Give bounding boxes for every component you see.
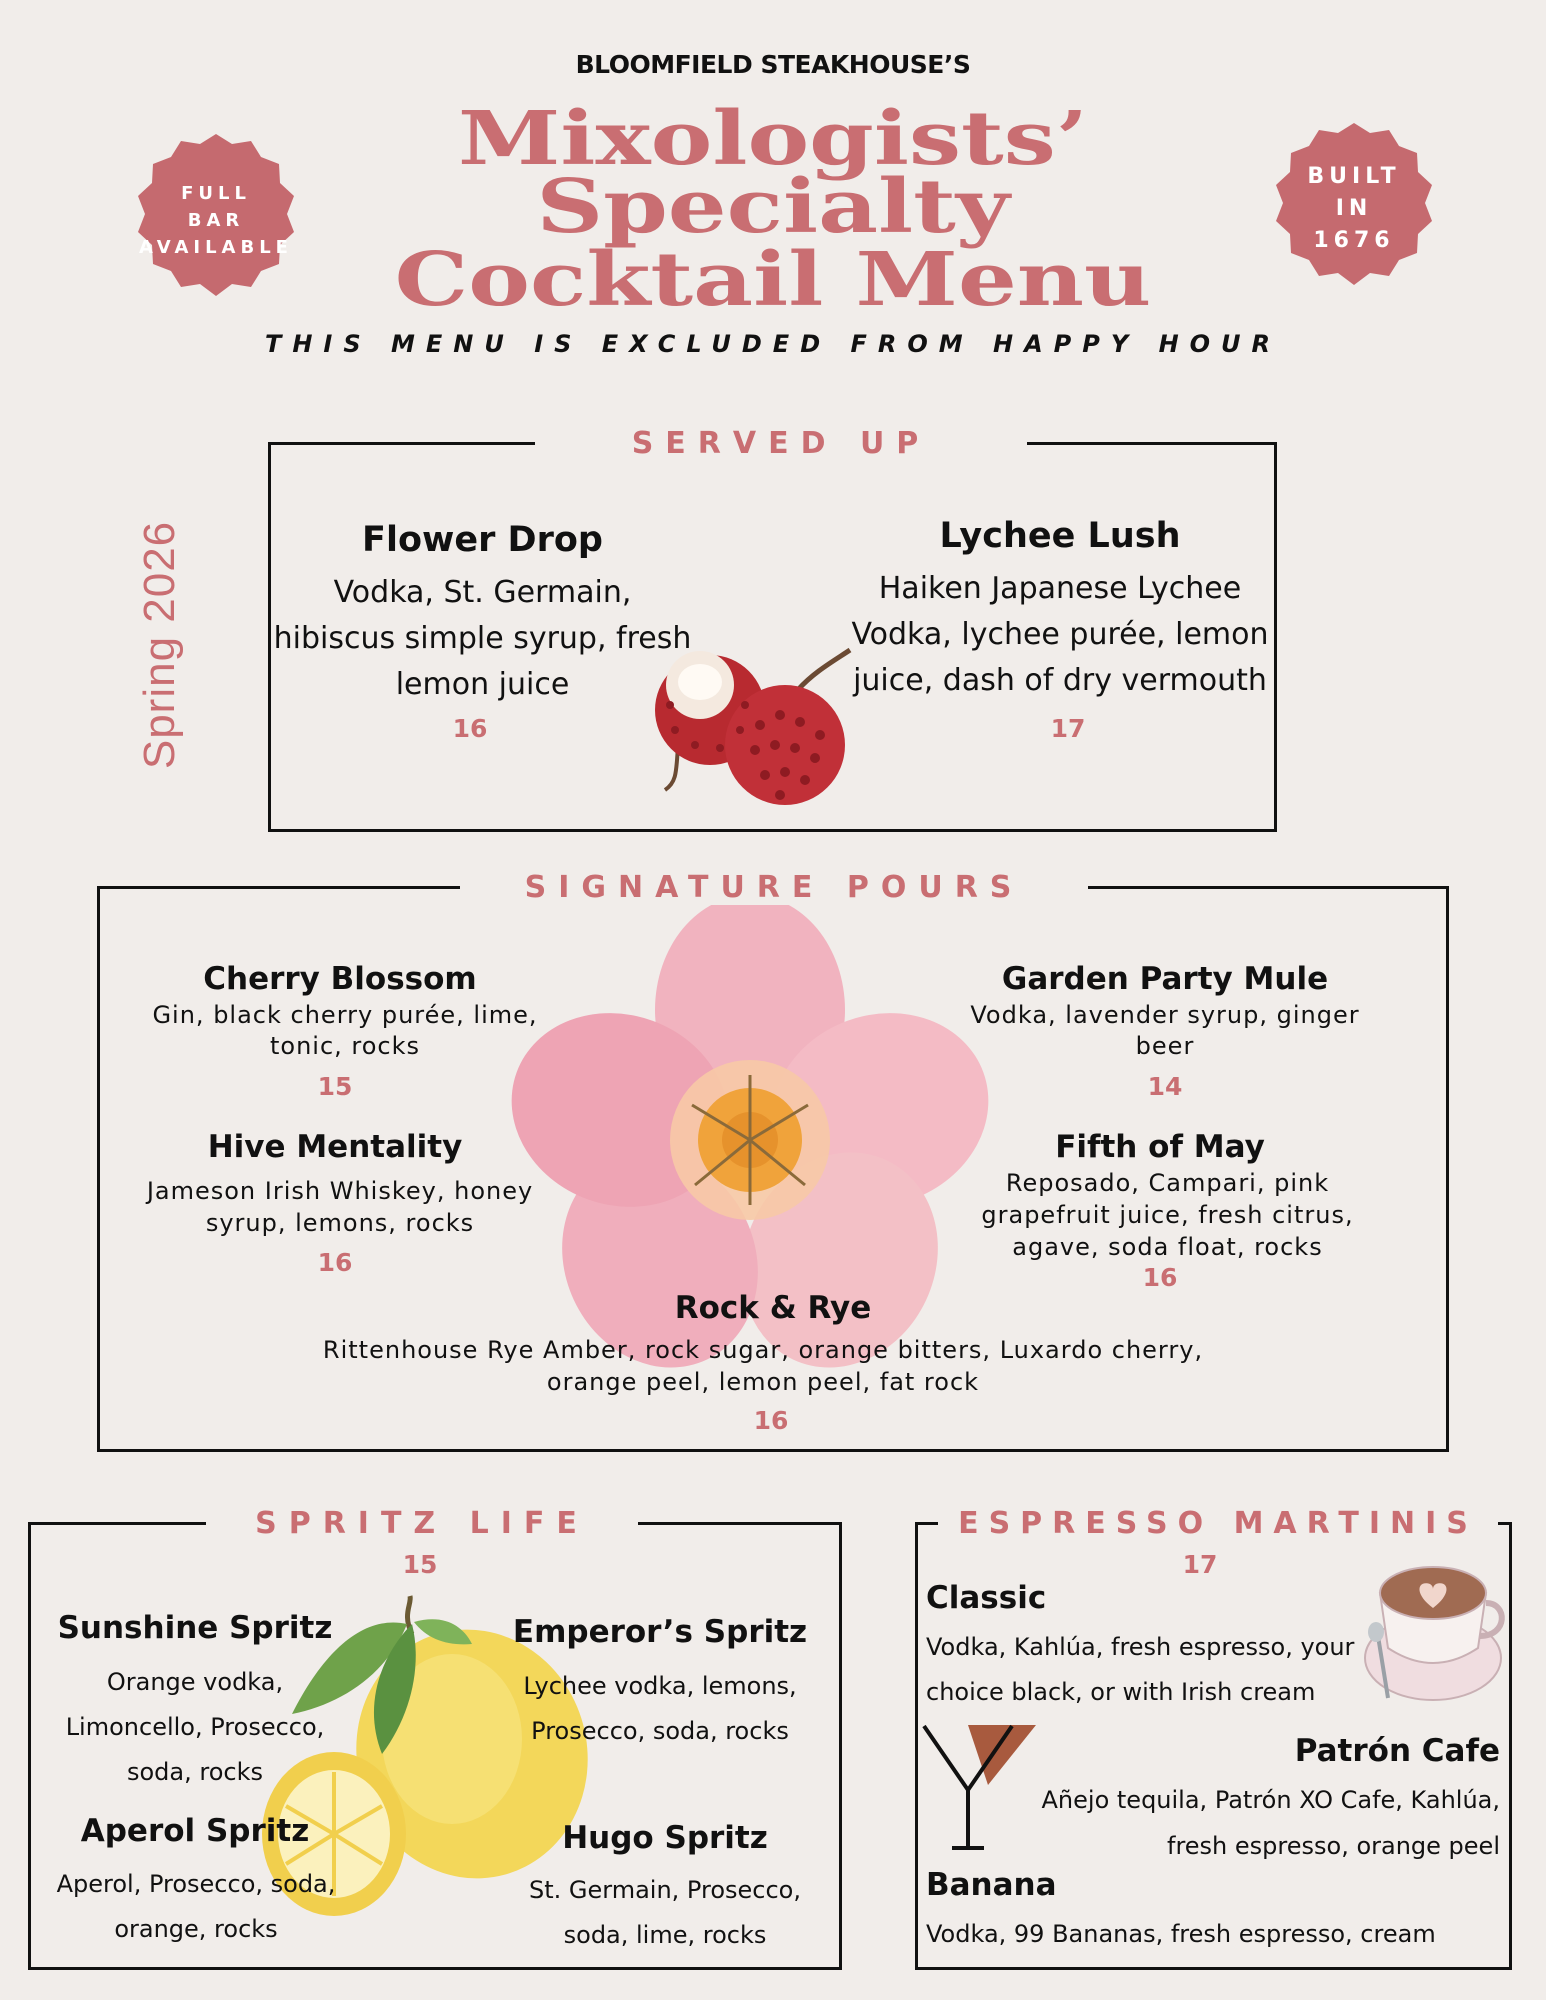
drink-price-flower-drop: 16	[452, 714, 488, 743]
espresso-martinis-price: 17	[1182, 1550, 1218, 1579]
drink-desc-classic-line-2: choice black, or with Irish cream	[926, 1678, 1316, 1706]
drink-desc-cherry-blossom: Gin, black cherry purée, lime, tonic, rocks	[152, 1001, 538, 1060]
drink-price-cherry-blossom: 15	[317, 1072, 353, 1101]
full-bar-badge	[124, 128, 308, 312]
drink-desc-rock-and-rye: Rittenhouse Rye Amber, rock sugar, orange bitters, Luxardo cherry, orange peel, lemon peel, fat rock	[322, 1336, 1204, 1396]
drink-price-fifth-of-may: 16	[1142, 1263, 1178, 1292]
restaurant-kicker: BLOOMFIELD STEAKHOUSE’S	[575, 50, 971, 79]
menu-title-line-3: Cocktail Menu	[394, 237, 1152, 323]
badge-right-line-1: BUILT	[1307, 164, 1401, 189]
drink-desc-lychee-lush: Haiken Japanese Lychee Vodka, lychee purée, lemon juice, dash of dry vermouth	[851, 571, 1269, 698]
drink-desc-hugo-spritz: St. Germain, Prosecco, soda, lime, rocks	[529, 1876, 801, 1949]
drink-desc-patron-cafe-line-1: Añejo tequila, Patrón XO Cafe, Kahlúa,	[1041, 1786, 1500, 1814]
drink-desc-sunshine-spritz: Orange vodka, Limoncello, Prosecco, soda, rocks	[65, 1668, 325, 1786]
drink-desc-flower-drop: Vodka, St. Germain, hibiscus simple syrup, fresh lemon juice	[273, 575, 692, 702]
drink-name-emperors-spritz: Emperor’s Spritz	[512, 1614, 808, 1650]
menu-title-line-1: Mixologists’	[457, 96, 1089, 182]
espresso-martinis-label: ESPRESSO MARTINIS	[938, 1506, 1498, 1541]
drink-name-aperol-spritz: Aperol Spritz	[80, 1813, 310, 1849]
happy-hour-notice: THIS MENU IS EXCLUDED FROM HAPPY HOUR	[264, 330, 1282, 358]
drink-name-lychee-lush: Lychee Lush	[939, 516, 1181, 556]
season-label: Spring 2026	[135, 520, 184, 770]
built-in-badge	[1262, 117, 1446, 301]
drink-price-rock-and-rye: 16	[753, 1406, 789, 1435]
badge-left-line-1: FULL	[181, 182, 251, 204]
drink-name-flower-drop: Flower Drop	[362, 520, 603, 560]
drink-desc-fifth-of-may: Reposado, Campari, pink grapefruit juice, fresh citrus, agave, soda float, rocks	[981, 1169, 1354, 1261]
lychee-illustration	[640, 630, 860, 810]
drink-price-lychee-lush: 17	[1050, 714, 1086, 743]
drink-name-fifth-of-may: Fifth of May	[1055, 1129, 1265, 1165]
drink-desc-banana: Vodka, 99 Bananas, fresh espresso, cream	[926, 1920, 1436, 1948]
drink-name-garden-party-mule: Garden Party Mule	[1001, 961, 1329, 997]
drink-name-cherry-blossom: Cherry Blossom	[203, 961, 477, 997]
drink-name-hive-mentality: Hive Mentality	[207, 1129, 463, 1165]
drink-price-garden-party-mule: 14	[1147, 1072, 1183, 1101]
drink-desc-aperol-spritz: Aperol, Prosecco, soda, orange, rocks	[56, 1870, 336, 1943]
badge-left-line-3: AVAILABLE	[139, 236, 293, 258]
drink-desc-patron-cafe-line-2: fresh espresso, orange peel	[1167, 1832, 1500, 1860]
drink-name-classic: Classic	[926, 1580, 1047, 1616]
drink-price-hive-mentality: 16	[317, 1248, 353, 1277]
menu-title-line-2: Specialty	[536, 164, 1010, 250]
drink-name-sunshine-spritz: Sunshine Spritz	[57, 1610, 333, 1646]
drink-desc-garden-party-mule: Vodka, lavender syrup, ginger beer	[970, 1001, 1360, 1060]
drink-desc-hive-mentality: Jameson Irish Whiskey, honey syrup, lemons, rocks	[146, 1177, 534, 1237]
drink-name-banana: Banana	[926, 1867, 1057, 1903]
badge-right-line-3: 1676	[1313, 228, 1395, 253]
drink-name-rock-and-rye: Rock & Rye	[674, 1290, 872, 1326]
served-up-label: SERVED UP	[535, 426, 1027, 461]
spritz-life-price: 15	[402, 1550, 438, 1579]
drink-desc-classic-line-1: Vodka, Kahlúa, fresh espresso, your	[926, 1633, 1355, 1661]
badge-right-line-2: IN	[1335, 196, 1373, 221]
drink-desc-emperors-spritz: Lychee vodka, lemons, Prosecco, soda, rocks	[523, 1672, 797, 1745]
signature-pours-label: SIGNATURE POURS	[460, 870, 1088, 905]
badge-left-line-2: BAR	[187, 209, 245, 231]
drink-name-hugo-spritz: Hugo Spritz	[562, 1820, 768, 1856]
martini-glass-icon	[918, 1720, 1038, 1860]
drink-name-patron-cafe: Patrón Cafe	[1294, 1733, 1500, 1769]
spritz-life-label: SPRITZ LIFE	[206, 1506, 638, 1541]
